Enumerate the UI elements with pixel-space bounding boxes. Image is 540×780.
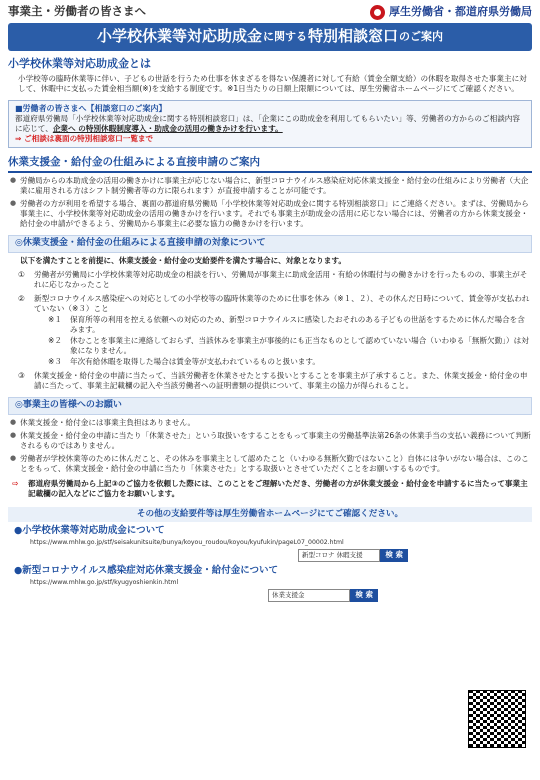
note-number: ※１ <box>48 315 62 325</box>
worker-box-text1: 都道府県労働局「小学校休業等対応助成金に関する特別相談窓口」は、「企業にこの助成金を利用してもらいたい」等、労働者の方からのご相談内容に応じて、 <box>15 114 520 134</box>
arrow-note-text: 都道府県労働局から上記③のご協力を依頼した際には、このことをご理解いただき、労働者の方が休業支援金・給付金を申請するに当たって事業主記載欄の記入などにご協力をお願いします。 <box>28 479 528 499</box>
banner-part4: のご案内 <box>399 29 444 43</box>
item-text: 休業支援金・給付金の申請に当たって、当該労働者を休業させたとする扱いとすることを事業主が了承すること。また、休業支援金・給付金の申請に当たって、事業主記載欄の記入や当該労働者への証明書類の提供について、事業主の協力が得られること。 <box>34 371 528 391</box>
audience-label: 事業主・労働者の皆さまへ <box>8 4 146 19</box>
note-text: 年次有給休暇を取得した場合は賃金等が支払われているものと扱います。 <box>70 357 320 367</box>
note-number: ※２ <box>48 336 62 346</box>
search-box-2 <box>268 589 378 602</box>
worker-box-note: ⇒ ご相談は裏面の特別相談窓口一覧まで <box>15 134 154 144</box>
direct-application-bullet-2: ● 労働者の方が利用を希望する場合、裏面の都道府県労働局「小学校休業等対応助成金に関する特別相談窓口」にご連絡ください。まずは、労働局から事業主に、小学校休業等対応助成金の活用の働きかけを行います。それでも事業主が助成金の活用に応じない場合には、労働者の方から休業支援金・給付金の申請ができるよう、労働局から事業主に必要な協力の働きかけを行います。 <box>8 199 532 229</box>
direct-application-bullet-1: ● 労働局からの本助成金の活用の働きかけに事業主が応じない場合に、新型コロナウイルス感染症対応休業支援金・給付金の仕組みにより労働者（大企業に雇用される方はシフト制労働者等の方に限られます）が直接申請することが可能です。 <box>8 176 532 196</box>
eligibility-item-1 <box>8 270 532 290</box>
link-support-fund[interactable]: ●新型コロナウイルス感染症対応休業支援金・給付金について <box>14 565 279 577</box>
url-subsidy[interactable]: https://www.mhlw.go.jp/stf/seisakunitsuite/bunya/koyou_roudou/koyou/kyufukin/pageL07_00002.html <box>30 539 344 546</box>
eligibility-item-2 <box>8 294 532 314</box>
eligibility-heading: ◎休業支援金・給付金の仕組みによる直接申請の対象について <box>8 235 532 253</box>
item-number: ② <box>18 294 25 303</box>
search-field-1[interactable]: 新型コロナ 休暇支援 <box>298 549 380 562</box>
qr-code-icon-1[interactable] <box>468 690 526 748</box>
note-text: 休むことを事業主に連絡しておらず、当該休みを事業主が事後的にも正当なものとして認めていない場合（いわゆる「無断欠勤」）は対象になりません。 <box>70 336 529 356</box>
banner-part1: 小学校休業等対応助成金 <box>96 27 262 46</box>
employer-bullet-1: ● 休業支援金・給付金には事業主負担はありません。 <box>8 418 532 428</box>
banner-part2: に関する <box>263 29 307 43</box>
eligibility-note-3 <box>8 357 532 367</box>
ministry-label <box>370 5 532 20</box>
top-bar <box>8 0 532 20</box>
search-button-2[interactable]: 検 索 <box>350 589 378 602</box>
url-support-fund[interactable]: https://www.mhlw.go.jp/stf/kyugyoshienkin.html <box>30 578 179 586</box>
worker-consultation-box <box>8 100 532 149</box>
link-subsidy[interactable]: ●小学校休業等対応助成金について <box>14 525 165 537</box>
item-text: 新型コロナウイルス感染症への対応としての小学校等の臨時休業等のために仕事を休み（※１、２）、その休んだ日時について、賃金等が支払われていない（※３）こと <box>34 294 530 314</box>
arrow-icon: ⇨ <box>12 479 19 489</box>
employer-arrow-note <box>8 479 532 499</box>
search-field-2[interactable]: 休業支援金 <box>268 589 350 602</box>
note-number: ※３ <box>48 357 62 367</box>
eligibility-note-2 <box>8 336 532 356</box>
ministry-name: 厚生労働省・都道府県労働局 <box>389 4 532 18</box>
item-text: 労働者が労働局に小学校休業等対応助成金の相談を行い、労働局が事業主に助成金活用・有給の休暇付与の働きかけを行ったものの、事業主がそれに応じなかったこと <box>34 269 528 289</box>
footer-title: その他の支給要件等は厚生労働省ホームページにてご確認ください。 <box>8 507 532 522</box>
worker-box-title: ■労働者の皆さまへ【相談窓口のご案内】 <box>15 103 167 113</box>
employer-bullet-2: ● 休業支援金・給付金の申請に当たり「休業させた」という取扱いをすることをもって事業主の労働基準法第26条の休業手当の支払い義務について判断されるものではありません。 <box>8 431 532 451</box>
search-button-1[interactable]: 検 索 <box>380 549 408 562</box>
ministry-logo-icon <box>370 5 385 20</box>
subsidy-description: 小学校等の臨時休業等に伴い、子どもの世話を行うため仕事を休まざるを得ない保護者に対して有給（賃金全額支給）の休暇を取得させた事業主に対して、休暇中に支払った賃金相当額(※)を支給する制度です。※1日当たりの日額上限額については、厚生労働省ホームページにてご確認ください。 <box>18 73 527 93</box>
eligibility-item-3 <box>8 371 532 391</box>
worker-box-text-bold: 企業へ の特別休暇制度導入・助成金の活用の働きかけを行います。 <box>52 124 283 134</box>
item-number: ① <box>18 269 25 279</box>
section-title-subsidy: 小学校休業等対応助成金とは <box>8 57 151 70</box>
worker-box-text <box>15 114 525 134</box>
employer-request-heading: ◎事業主の皆様へのお願い <box>8 397 532 415</box>
note-text: 保育所等の利用を控える依頼への対応のため、新型コロナウイルスに感染したおそれのある子どもの世話をするために休んだ場合を含みます。 <box>70 315 525 335</box>
search-box-1 <box>298 549 408 562</box>
banner-part3: 特別相談窓口 <box>308 27 399 46</box>
title-banner <box>8 23 532 51</box>
section-title-direct-application: 休業支援金・給付金の仕組みによる直接申請のご案内 <box>8 156 532 173</box>
employer-bullet-3: ● 労働者が学校休業等のために休んだこと、その休みを事業主として認めたこと（いわゆる無断欠勤ではないこと）自体には争いがない場合は、このことをもって、休業支援金・給付金の申請に当たり「休業させた」とする取扱いとさせていただくことをお願いするものです。 <box>8 454 532 474</box>
item-number: ③ <box>18 371 25 381</box>
eligibility-note-1 <box>8 315 532 335</box>
eligibility-intro: 以下を満たすことを前提に、休業支援金・給付金の支給要件を満たす場合に、対象となります。 <box>20 255 346 265</box>
